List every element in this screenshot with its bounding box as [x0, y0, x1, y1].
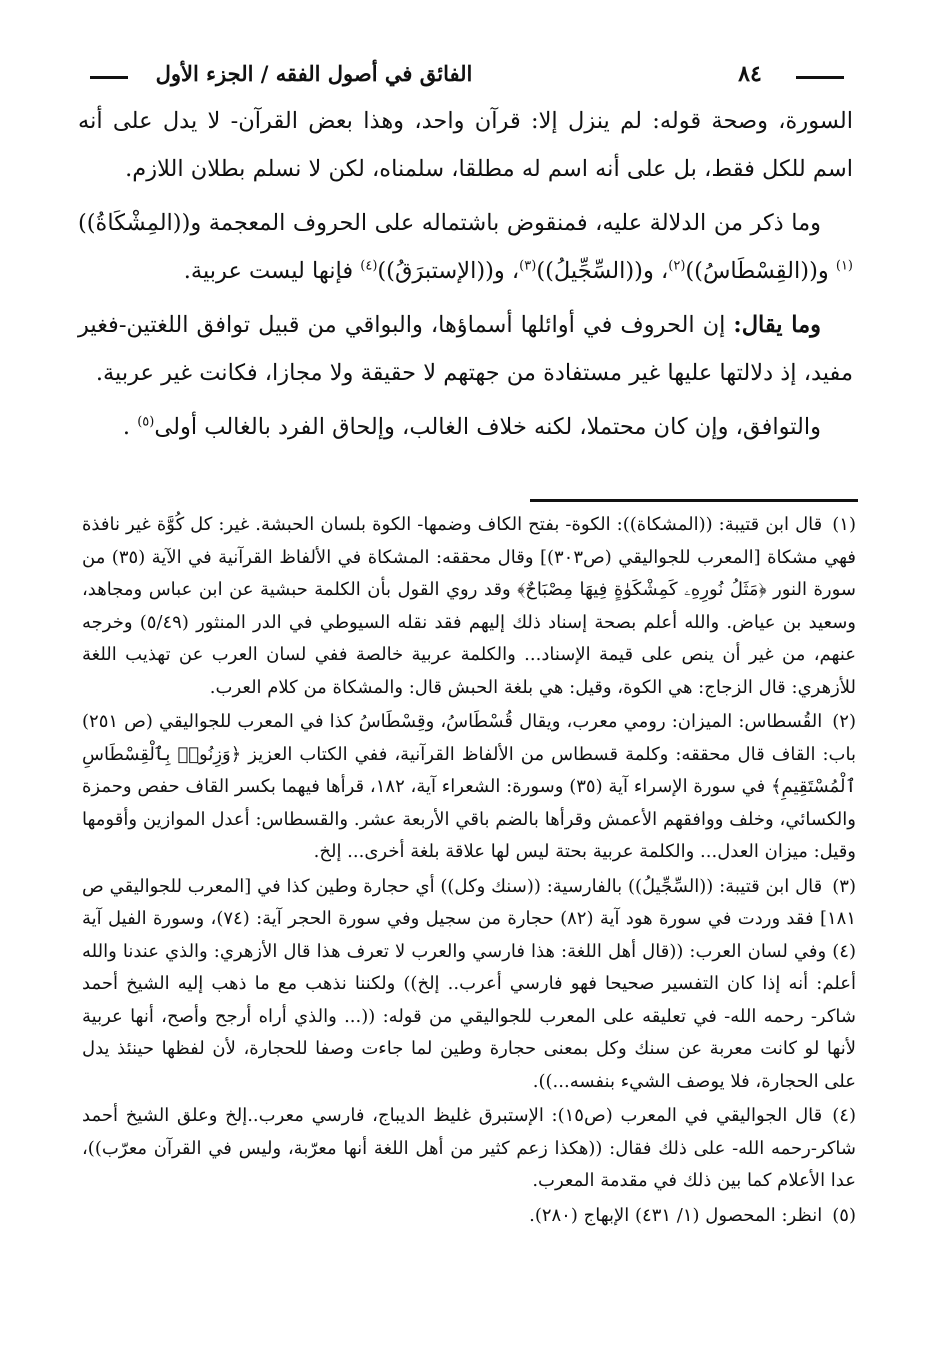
footnote-3: [82, 871, 856, 1099]
footnote-2: [82, 706, 856, 869]
footnote-number: (٤): [832, 1105, 856, 1126]
footnote-number: (٢): [832, 711, 856, 732]
main-text: [78, 97, 853, 457]
footnote-text: انظر: المحصول (١/ ٤٣١) الإبهاج (٢٨٠).: [529, 1204, 823, 1226]
paragraph-2-word-2: و((القِسْطَاسُ)): [685, 258, 836, 284]
paragraph-3: [78, 301, 853, 397]
paragraph-2-word-3: ، و((السِّجِّيلُ)): [536, 258, 669, 284]
paragraph-4-end: .: [122, 414, 138, 440]
footnote-ref-4[interactable]: (٤): [360, 258, 378, 274]
header-rule-right: [796, 76, 844, 79]
page-header: [90, 56, 850, 92]
paragraph-3-lead: وما يقال:: [733, 312, 821, 338]
footnote-ref-5[interactable]: (٥): [137, 414, 155, 430]
paragraph-4-text: والتوافق، وإن كان محتملا، لكنه خلاف الغالب، وإلحاق الفرد بالغالب أولى: [154, 414, 821, 440]
footnote-number: (٣): [832, 875, 856, 897]
footnote-ref-3[interactable]: (٣): [519, 258, 537, 274]
footnotes: [82, 509, 856, 1234]
header-rule-left: [90, 76, 128, 79]
footnote-5: [82, 1200, 856, 1233]
paragraph-2-text: وما ذكر من الدلالة عليه، فمنقوض باشتماله على الحروف المعجمة و((المِشْكَاةُ)): [78, 210, 821, 236]
footnote-number: (٥): [832, 1204, 856, 1226]
footnote-4: [82, 1100, 856, 1198]
footnote-number: (١): [832, 514, 856, 535]
paragraph-4: [78, 403, 853, 451]
paragraph-2: [78, 199, 853, 295]
footnote-ref-1[interactable]: (١): [835, 258, 853, 274]
footnote-text: قال ابن قتيبة: ((المشكاة)): الكوة- بفتح الكاف وضمها- الكوة بلسان الحبشة. غير: كل كُوَّة غير نافذة فهي مشكاة [المعرب للجواليقي (ص٣٠٣)] وقال محققه: المشكاة في الألفاظ القرآنية في الآية (٣٥) من سورة النور ﴿مَثَلُ نُورِهِۦ كَمِشْكَوٰةٍ فِيهَا مِصْبَاحٌ﴾ وقد روي القول بأن الكلمة حبشية عن ابن عباس ومجاهد، وسعيد بن عياض. والله أعلم بصحة إسناد ذلك إليهم فقد نقله السيوطي في الدر المنثور (٥/٤٩) وخرجه عنهم، من غير أن ينص على قيمة الإسناد... والكلمة عربية خالصة ففي لسان العرب عن تهذيب اللغة للأزهري: قال الزجاج: هي الكوة، وقيل: هي بلغة الحبش قال: والمشكاة من كلام العرب.: [82, 514, 856, 698]
page-number: ٨٤: [738, 61, 762, 87]
paragraph-2-word-4: ، و((الإستبرَقُ)): [377, 258, 520, 284]
paragraph-2-end: فإنها ليست عربية.: [183, 258, 361, 284]
paragraph-3-text: إن الحروف في أوائلها أسماؤها، والبواقي من قبيل توافق اللغتين-فغير مفيد، إذ دلالتها عليها غير مستفادة من جهتهم لا حقيقة ولا مجازا، فكانت غير عربية.: [78, 312, 853, 386]
paragraph-1: السورة، وصحة قوله: لم ينزل إلا: قرآن واحد، وهذا بعض القرآن- لا يدل على أنه اسم للكل فقط، بل على أنه اسم له مطلقا، سلمناه، لكن لا نسلم بطلان اللازم.: [78, 108, 853, 182]
footnote-divider: [530, 499, 858, 502]
running-title: الفائق في أصول الفقه / الجزء الأول: [155, 61, 473, 86]
footnote-ref-2[interactable]: (٢): [668, 258, 686, 274]
footnote-text: قال الجواليقي في المعرب (ص١٥): الإستبرق غليظ الديباج، فارسي معرب..إلخ وعلق الشيخ أحمد شاكر-رحمه الله- على ذلك فقال: ((هكذا زعم كثير من أهل اللغة أنها معرّبة، وليس في القرآن معرّب))، عدا الأعلام كما بين ذلك في مقدمة المعرب.: [82, 1105, 856, 1191]
footnote-text: القُسطاس: الميزان: رومي معرب، ويقال قُسْطَاسُ، وقِسْطَاسُ كذا في المعرب للجواليقي (ص ٢٥١) باب: القاف قال محققه: وكلمة قسطاس من الألفاظ القرآنية، ففي الكتاب العزيز ﴿وَزِنُوا۟ بِٱلْقِسْطَاسِ ٱلْمُسْتَقِيمِ﴾ في سورة الإسراء آية (٣٥) وسورة: الشعراء آية، ١٨٢، قرأها فيهما بكسر القاف حفص وحمزة والكسائي، وخلف ووافقهم الأعمش وقرأها بالضم باقي الأربعة عشر. والقسطاس: أعدل الموازين وأقومها وقيل: ميزان العدل... والكلمة عربية بحتة ليس لها علاقة بلغة أخرى... إلخ.: [82, 711, 856, 862]
footnote-1: [82, 509, 856, 704]
footnote-text: قال ابن قتيبة: ((السِّجِّيلُ)) بالفارسية: ((سنك وكل)) أي حجارة وطين كذا في [المعرب للجواليقي ص ١٨١] فقد وردت في سورة هود آية (٨٢) حجارة من سجيل وفي سورة الحجر آية: (٧٤)، وسورة الفيل آية (٤) وفي لسان العرب: ((قال أهل اللغة: هذا فارسي والعرب لا تعرف هذا قال الأزهري: والذي عندنا والله أعلم: أنه إذا كان التفسير صحيحا فهو فارسي أعرب.. إلخ)) ولكننا نذهب مع ما ذهب إليه الشيخ أحمد شاكر- رحمه الله- في تعليقه على المعرب للجواليقي من قوله: ((... والذي أراه أرجح وأصح، أنها عربية لأنها لو كانت معربة عن سنك وكل بمعنى حجارة وطين لما جاءت وصفا للحجارة، لأن لفظها حينئذ يدل على الحجارة، فلا يوصف الشيء بنفسه...)).: [82, 875, 857, 1092]
